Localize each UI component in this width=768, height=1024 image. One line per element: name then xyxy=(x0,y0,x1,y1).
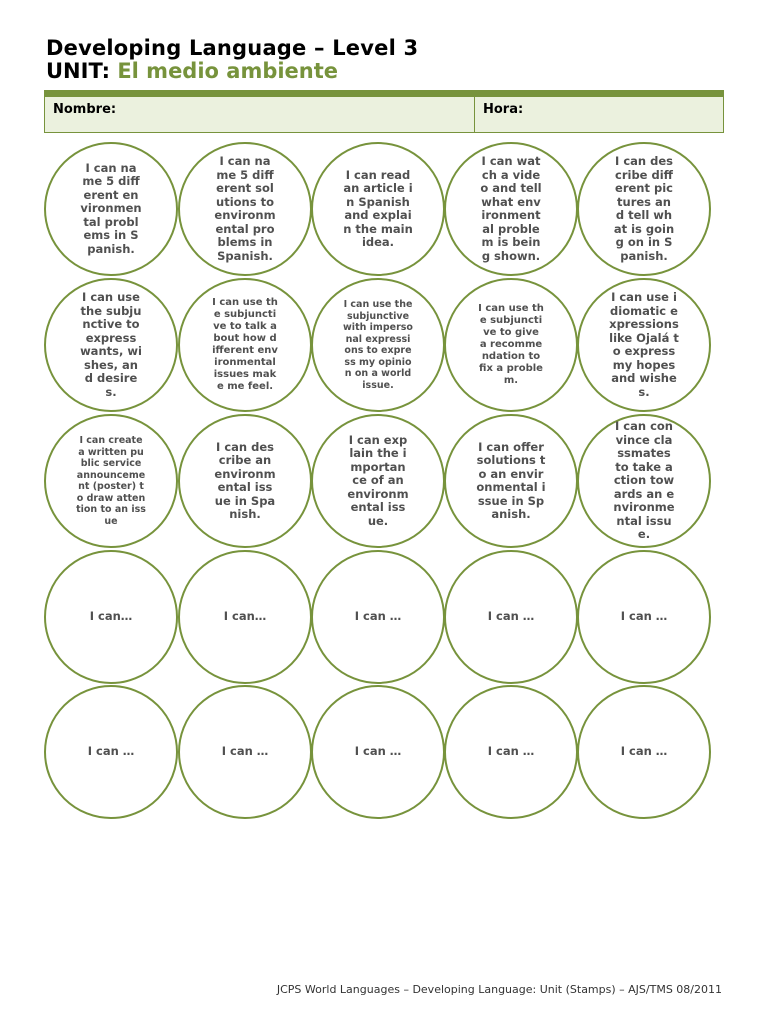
unit-heading xyxy=(46,59,338,83)
can-do-statement: I can … xyxy=(487,744,535,759)
stamp-circle[interactable] xyxy=(444,142,578,276)
can-do-statement: I can … xyxy=(87,744,135,759)
can-do-statement: I can watch a video and tell what environmental problem is being shown. xyxy=(480,154,542,263)
stamp-circle[interactable] xyxy=(178,278,312,412)
stamp-circle[interactable] xyxy=(178,142,312,276)
nombre-field[interactable] xyxy=(45,97,475,132)
stamp-circle[interactable] xyxy=(311,414,445,548)
stamp-circle[interactable] xyxy=(311,278,445,412)
can-do-statement: I can … xyxy=(620,609,668,624)
can-do-statement: I can … xyxy=(620,744,668,759)
stamp-circle[interactable] xyxy=(178,685,312,819)
can-do-statement: I can… xyxy=(223,609,267,624)
can-do-statement: I can … xyxy=(354,744,402,759)
page-footer: JCPS World Languages – Developing Language: Unit (Stamps) – AJS/TMS 08/2011 xyxy=(276,983,722,996)
can-do-statement: I can name 5 different solutions to environmental problems in Spanish. xyxy=(214,154,276,263)
stamp-circle[interactable] xyxy=(178,550,312,684)
stamp-circle[interactable] xyxy=(444,278,578,412)
stamp-circle[interactable] xyxy=(44,278,178,412)
stamp-circle[interactable] xyxy=(311,685,445,819)
nombre-label: Nombre: xyxy=(53,102,117,117)
can-do-statement: I can use the subjunctive to give a recommendation to fix a problem. xyxy=(478,303,544,386)
unit-label: UNIT: xyxy=(46,59,111,83)
stamp-circle[interactable] xyxy=(44,414,178,548)
stamp-circle[interactable] xyxy=(577,550,711,684)
can-do-statement: I can … xyxy=(354,609,402,624)
page-title: Developing Language – Level 3 xyxy=(46,36,419,60)
can-do-statement: I can describe different pictures and tell what is going on in Spanish. xyxy=(613,154,675,263)
can-do-statement: I can read an article in Spanish and explain the main idea. xyxy=(343,167,413,249)
can-do-statement: I can use the subjunctive with impersonal expressions to express my opinion on a world issue. xyxy=(343,299,413,391)
hora-field[interactable] xyxy=(475,97,531,132)
can-do-statement: I can create a written public service announcement (poster) to draw attention to an issue xyxy=(76,435,146,527)
stamp-circle[interactable] xyxy=(577,142,711,276)
stamp-circle[interactable] xyxy=(44,685,178,819)
can-do-statement: I can offer solutions to an environmental issue in Spanish. xyxy=(476,439,546,521)
student-info-table xyxy=(44,96,724,133)
stamp-circle[interactable] xyxy=(44,550,178,684)
stamp-circle[interactable] xyxy=(577,414,711,548)
stamp-circle[interactable] xyxy=(44,142,178,276)
can-do-statement: I can use the subjunctive to express wants, wishes, and desires. xyxy=(80,290,142,399)
can-do-statement: I can explain the importance of an environmental issue. xyxy=(347,432,409,528)
stamp-circle[interactable] xyxy=(577,278,711,412)
hora-label: Hora: xyxy=(483,102,524,117)
can-do-statement: I can name 5 different environmental problems in Spanish. xyxy=(80,160,142,256)
stamp-circle[interactable] xyxy=(577,685,711,819)
can-do-statement: I can … xyxy=(221,744,269,759)
stamp-circle[interactable] xyxy=(178,414,312,548)
stamp-grid xyxy=(44,142,714,822)
unit-name: El medio ambiente xyxy=(117,59,339,83)
stamp-circle[interactable] xyxy=(444,685,578,819)
can-do-statement: I can use idiomatic expressions like Ojalá to express my hopes and wishes. xyxy=(609,290,679,399)
stamp-circle[interactable] xyxy=(444,550,578,684)
stamp-circle[interactable] xyxy=(311,142,445,276)
can-do-statement: I can describe an environmental issue in Spanish. xyxy=(214,439,276,521)
can-do-statement: I can… xyxy=(89,609,133,624)
stamp-circle[interactable] xyxy=(444,414,578,548)
can-do-statement: I can … xyxy=(487,609,535,624)
can-do-statement: I can convince classmates to take action towards an environmental issue. xyxy=(613,419,675,542)
stamp-circle[interactable] xyxy=(311,550,445,684)
can-do-statement: I can use the subjunctive to talk about how different environmental issues make me feel. xyxy=(212,297,278,392)
